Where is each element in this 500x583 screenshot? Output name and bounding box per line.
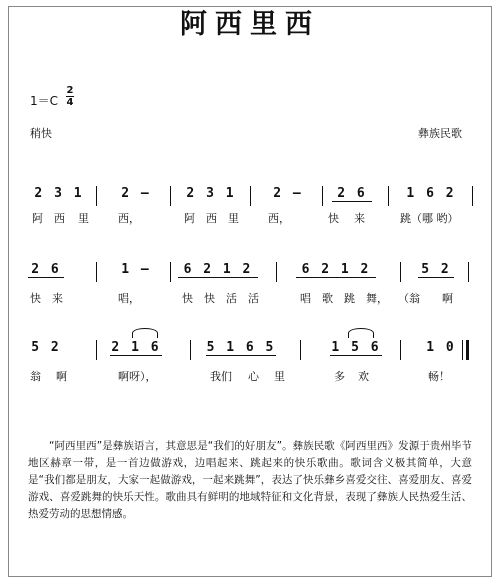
barline: [250, 186, 251, 206]
lyric: 舞，: [366, 292, 388, 305]
measure-3: 5 1 6 5: [206, 340, 276, 355]
time-signature: [64, 85, 76, 108]
lyric: 来: [52, 292, 63, 305]
lyric: 啊: [56, 370, 67, 383]
measure-1: 2 3 1: [34, 186, 84, 201]
barline: [400, 262, 401, 282]
barline: [170, 262, 171, 282]
measure-4: 2 –: [273, 186, 303, 201]
measure-5: 1 0: [426, 340, 456, 355]
measure-2: 2 1 6: [111, 340, 161, 355]
lyric: （翁: [398, 292, 420, 305]
lyric: 多: [334, 370, 345, 383]
lyric: 阿: [32, 212, 43, 225]
lyric: 唱: [300, 292, 311, 305]
lyric: 快: [182, 292, 193, 305]
barline: [96, 262, 97, 282]
meter-bottom: 4: [66, 97, 74, 108]
lyric: 里: [78, 212, 89, 225]
lyric: 活: [248, 292, 259, 305]
measure-1: 2 6: [28, 262, 64, 278]
measure-5: 2 6: [332, 186, 372, 202]
measure-4: 1 5 6: [331, 340, 381, 355]
lyric: 里: [228, 212, 239, 225]
notation-line-1: [28, 186, 476, 206]
lyric: 快: [328, 212, 339, 225]
lyric: 翁: [30, 370, 41, 383]
song-origin: 彝族民歌: [418, 127, 462, 140]
final-barline-thick: [466, 340, 469, 360]
notation-line-2: [28, 262, 476, 282]
measure-3: 2 3 1: [186, 186, 236, 201]
measure-6: 1 6 2: [406, 186, 456, 201]
meter-top: 2: [66, 85, 74, 96]
lyric: 活: [226, 292, 237, 305]
song-title: 阿西里西: [180, 9, 320, 40]
barline: [468, 262, 469, 282]
slur-mark: [348, 328, 374, 338]
lyric: 西: [54, 212, 65, 225]
final-barline-thin: [462, 340, 463, 360]
lyric: 阿: [184, 212, 195, 225]
barline: [322, 186, 323, 206]
barline: [300, 340, 301, 360]
measure-1: 5 2: [31, 340, 61, 355]
barline: [190, 340, 191, 360]
barline: [472, 186, 473, 206]
measure-5: 5 2: [418, 262, 454, 278]
lyric: 跳（哪 哟）: [400, 212, 459, 225]
lyric: 唱，: [118, 292, 140, 305]
measure-2: 2 –: [121, 186, 151, 201]
lyric: 跳: [344, 292, 355, 305]
notation-line-3: [28, 340, 476, 360]
barline: [96, 186, 97, 206]
lyric: 啊: [442, 292, 453, 305]
lyric: 心: [248, 370, 259, 383]
tempo-marking: 稍快: [30, 127, 52, 140]
key-signature: 1＝C: [30, 94, 59, 108]
lyric: 西: [206, 212, 217, 225]
measure-2: 1 –: [121, 262, 151, 277]
barline: [96, 340, 97, 360]
lyric: 里: [274, 370, 285, 383]
lyric: 西，: [118, 212, 140, 225]
measure-3: 6 2 1 2: [178, 262, 258, 278]
lyric: 欢: [358, 370, 369, 383]
lyric: 啊呀），: [118, 370, 157, 383]
measure-4: 6 2 1 2: [296, 262, 376, 278]
barline: [276, 262, 277, 282]
lyric: 我们: [210, 370, 232, 383]
lyric: 西，: [268, 212, 290, 225]
barline: [388, 186, 389, 206]
lyric: 歌: [322, 292, 333, 305]
lyric: 来: [354, 212, 365, 225]
barline: [400, 340, 401, 360]
song-description: “阿西里西”是彝族语言，其意思是“我们的好朋友”。彝族民歌《阿西里西》发源于贵州毕节地区赫章一带，是一首边做游戏，边唱起来、跳起来的快乐歌曲。歌词含义极其简单，大意是“我们都是朋友，大家一起做游戏，一起来跳舞”，表达了快乐彝乡喜爱交往、喜爱朋友、喜爱游戏、喜爱跳舞的快乐天性。歌曲具有鲜明的地域特征和文化背景，表现了彝族人民热爱生活、热爱劳动的思想情感。: [28, 440, 472, 520]
lyric: 快: [30, 292, 41, 305]
slur-mark: [132, 328, 158, 338]
lyric: 畅！: [428, 370, 450, 383]
barline: [170, 186, 171, 206]
lyric: 快: [204, 292, 215, 305]
